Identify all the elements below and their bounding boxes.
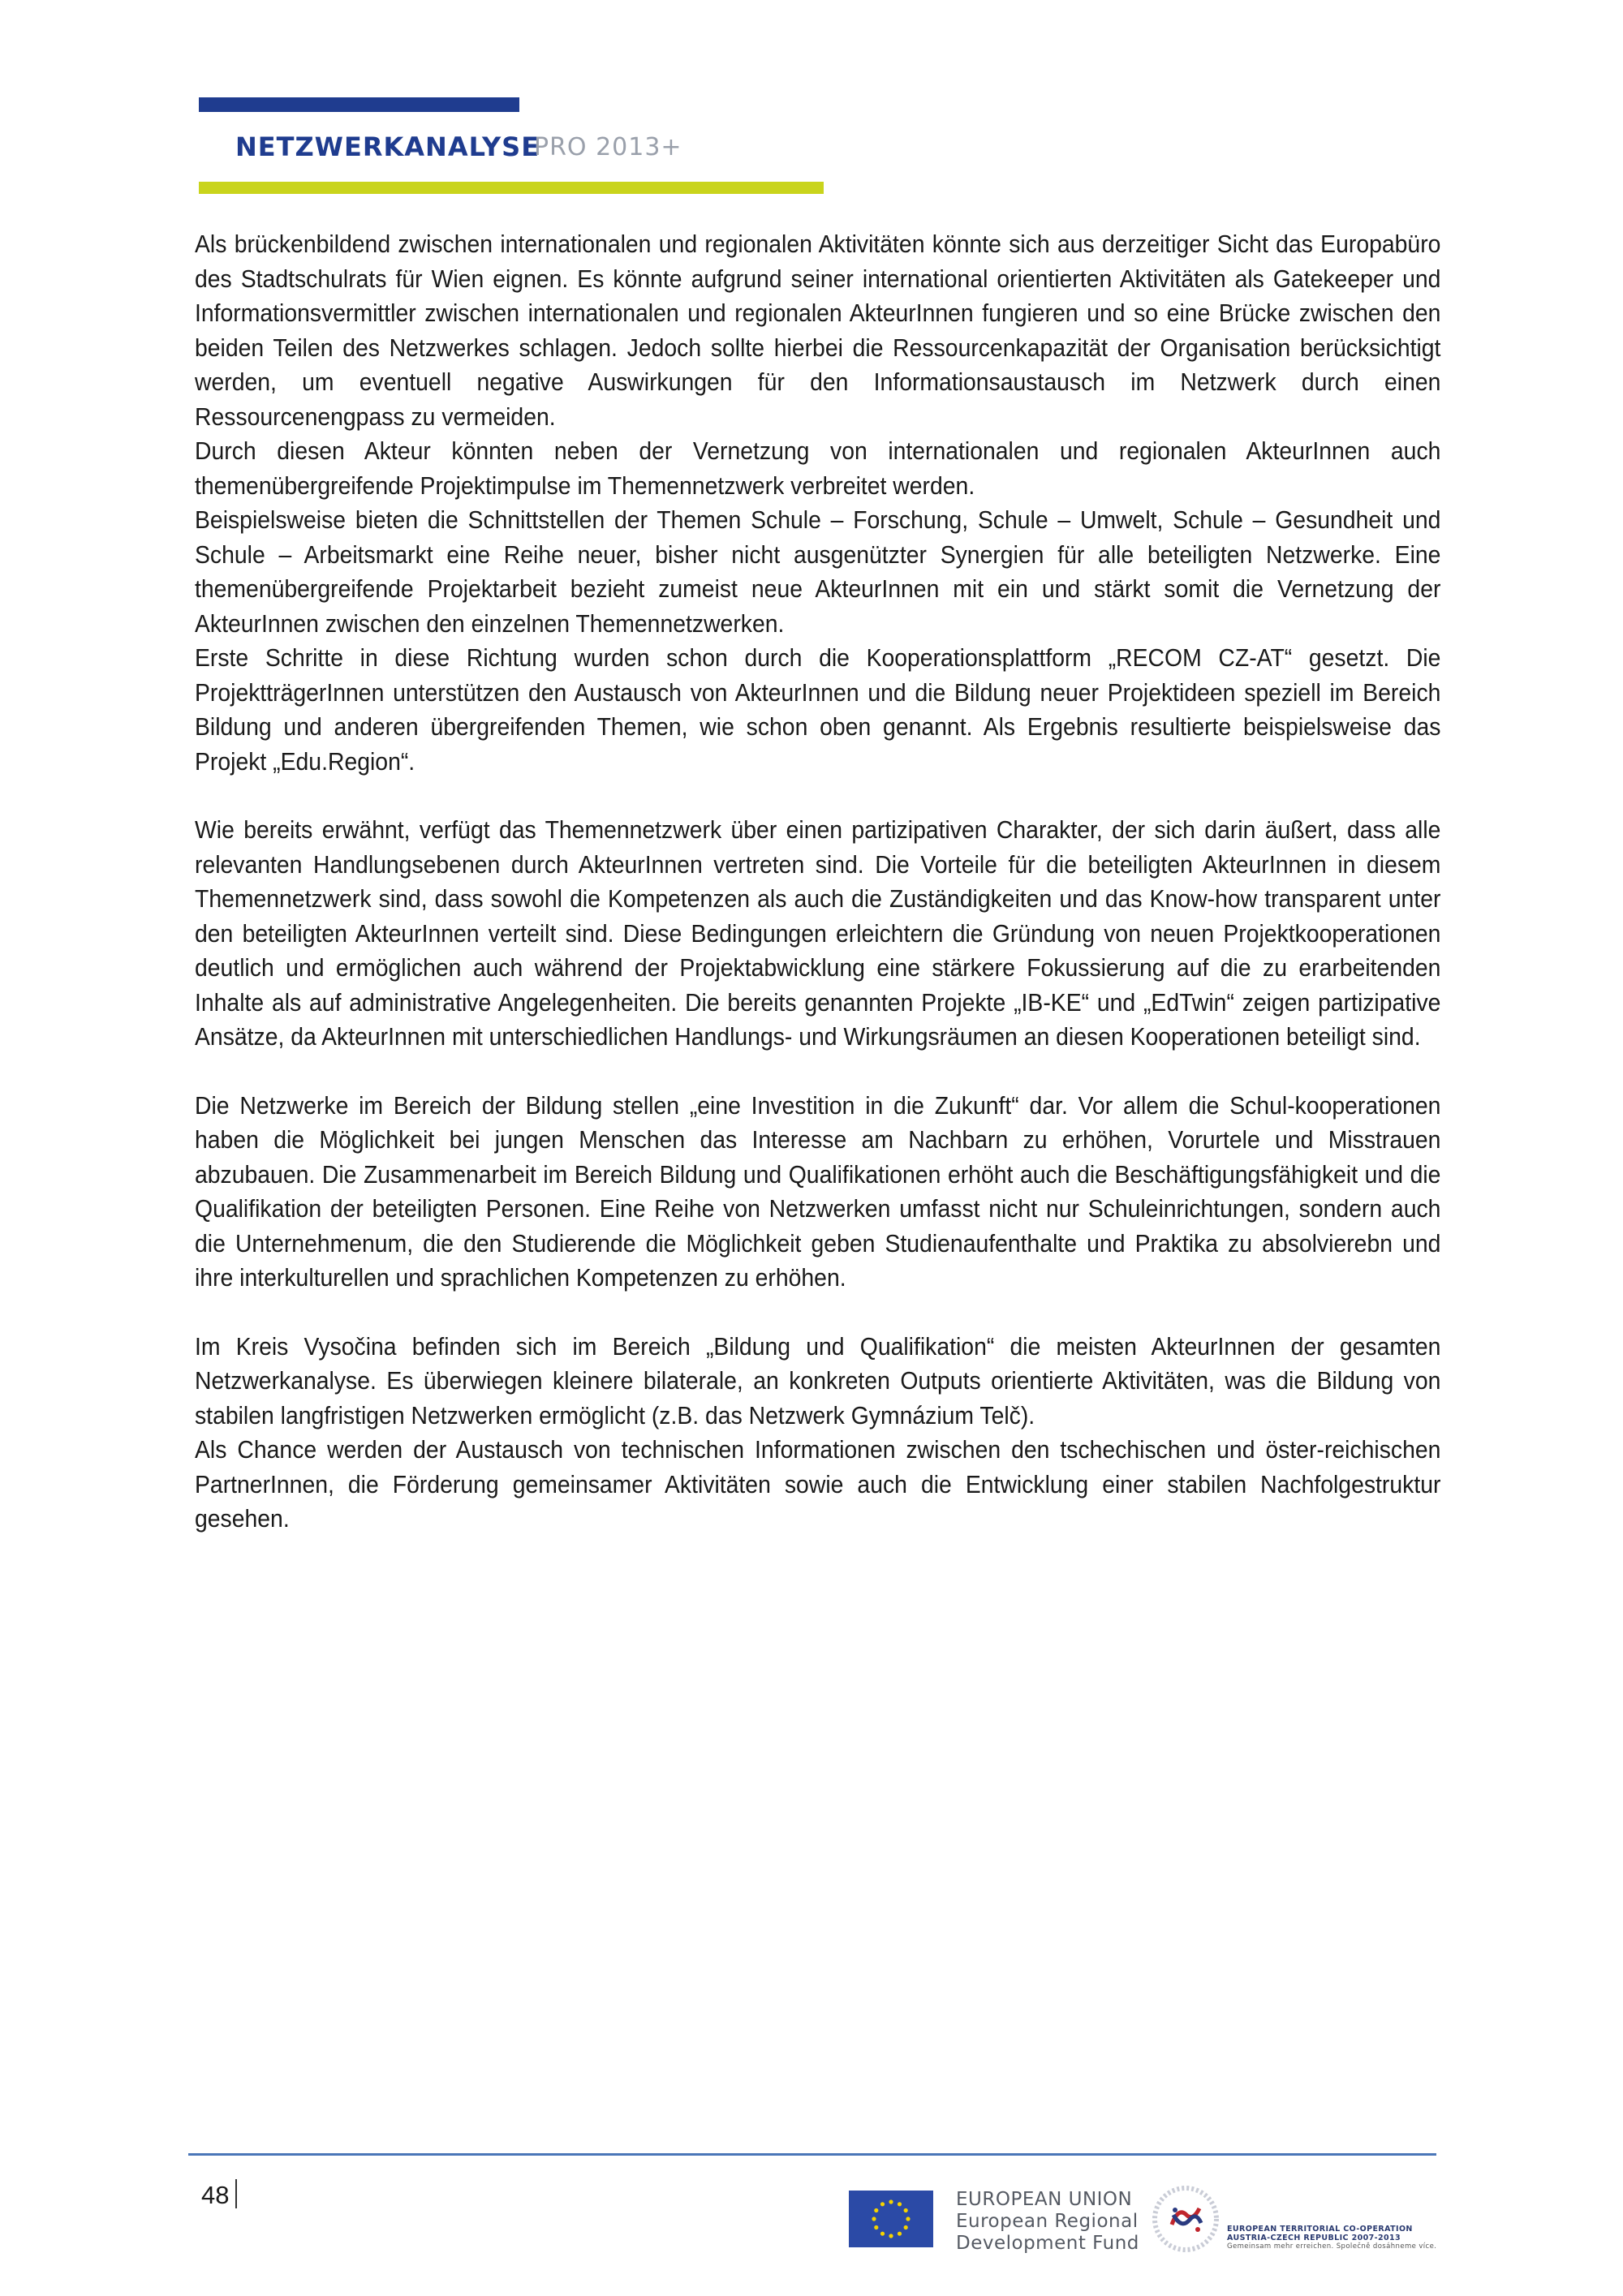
paragraph-4: Erste Schritte in diese Richtung wurden schon durch die Kooperationsplattform „RECOM CZ-AT“ gesetzt. Die ProjektträgerInnen unterstützen den Austausch von AkteurInnen und die Bildung neuer Projektideen speziell im Bereich Bildung und anderen übergreifenden Themen, wie schon oben genannt. Als Ergebnis resultierte beispielsweise das Projekt „Edu.Region“. [195,644,1441,776]
header-subtitle: PRO 2013+ [534,133,682,161]
eu-flag-icon [849,2191,933,2247]
paragraph-gap [195,1296,1440,1330]
header-blue-bar [199,97,519,112]
page-number: 48 [201,2181,230,2209]
paragraph-7: Im Kreis Vysočina befinden sich im Bereich „Bildung und Qualifikation“ die meisten AkteurInnen der gesamten Netzwerkanalyse. Es überwiegen kleinere bilaterale, an konkreten Outputs orientierte Aktivitäten, was die Bildung von stabilen langfristigen Netzwerken ermöglicht (z.B. das Netzwerk Gymnázium Telč). [195,1332,1441,1430]
paragraph-5: Wie bereits erwähnt, verfügt das Themennetzwerk über einen partizipativen Charakter, der sich darin äußert, dass alle relevanten Handlungsebenen durch AkteurInnen vertreten sind. Die Vorteile für die beteiligten AkteurInnen in diesem Themennetzwerk sind, dass sowohl die Kompetenzen als auch die Zuständigkeiten und das Know-how transparent unter den beteiligten AkteurInnen verteilt sind. Diese Bedingungen erleichtern die Gründung von neuen Projektkooperationen deutlich und ermöglichen auch während der Projektabwicklung eine stärkere Fokussierung auf die zu erarbeitenden Inhalte als auf administrative Angelegenheiten. Die bereits genannten Projekte „IB-KE“ und „EdTwin“ zeigen partizipative Ansätze, da AkteurInnen mit unterschiedlichen Handlungs- und Wirkungsräumen an diesen Kooperationen beteiligt sind. [195,816,1441,1051]
footer-divider [188,2153,1436,2156]
eu-line-2: European Regional [956,2211,1139,2232]
page-number-separator [235,2179,237,2208]
paragraph-6: Die Netzwerke im Bereich der Bildung stellen „eine Investition in die Zukunft“ dar. Vor allem die Schul-kooperationen haben die Möglichkeit bei jungen Menschen das Interesse am Nachbarn zu erhöhen, Vorurtele und Misstrauen abzubauen. Die Zusammenarbeit im Bereich Bildung und Qualifikationen erhöht auch die Beschäftigungsfähigkeit und die Qualifikation der beteiligten Personen. Eine Reihe von Netzwerken umfasst nicht nur Schuleinrichtungen, sondern auch die Unternehmenum, die den Studierende die Möglichkeit geben Studienaufenthalte und Praktika zu absolvierebn und ihre interkulturellen und sprachlichen Kompetenzen zu erhöhen. [195,1091,1441,1292]
paragraph-gap [195,1055,1440,1089]
main-text [195,227,1440,1537]
paragraph-8: Als Chance werden der Austausch von technischen Informationen zwischen den tschechischen und öster-reichischen PartnerInnen, die Förderung gemeinsamer Aktivitäten sowie auch die Entwicklung einer stabilen Nachfolgestruktur gesehen. [195,1436,1441,1533]
header-title: NETZWERKANALYSE [235,131,540,162]
paragraph-1: Als brückenbildend zwischen internationalen und regionalen Aktivitäten könnte sich aus derzeitiger Sicht das Europabüro des Stadtschulrats für Wien eignen. Es könnte aufgrund seiner international orientierten Aktivitäten als Gatekeeper und Informationsvermittler zwischen internationalen und regionalen AkteurInnen fungieren und so eine Brücke zwischen den beiden Teilen des Netzwerkes schlagen. Jedoch sollte hierbei die Ressourcenkapazität der Organisation berücksichtigt werden, um eventuell negative Auswirkungen für den Informationsaustausch im Netzwerk durch einen Ressourcenengpass zu vermeiden. [195,230,1441,431]
cooperation-label [1227,2225,1436,2251]
paragraph-3: Beispielsweise bieten die Schnittstellen der Themen Schule – Forschung, Schule – Umwelt, Schule – Gesundheit und Schule – Arbeitsmarkt eine Reihe neuer, bisher nicht ausgenützter Synergien für alle beteiligten Netzwerke. Eine themenübergreifende Projektarbeit bezieht zumeist neue AkteurInnen mit ein und stärkt somit die Vernetzung der AkteurInnen zwischen den einzelnen Themennetzwerken. [195,506,1441,638]
cooperation-logo-icon [1151,2182,1220,2255]
eu-line-1: EUROPEAN UNION [956,2189,1133,2210]
eu-fund-label [956,2189,1139,2255]
header-yellow-bar [199,182,824,194]
coop-line-2: AUSTRIA-CZECH REPUBLIC 2007-2013 [1227,2234,1401,2242]
paragraph-2: Durch diesen Akteur könnten neben der Vernetzung von internationalen und regionalen AkteurInnen auch themenübergreifende Projektimpulse im Themennetzwerk verbreitet werden. [195,437,1441,500]
coop-line-3: Gemeinsam mehr erreichen. Společně dosáhneme více. [1227,2242,1437,2251]
eu-line-3: Development Fund [956,2233,1139,2254]
paragraph-gap [195,779,1440,813]
coop-line-1: EUROPEAN TERRITORIAL CO-OPERATION [1227,2225,1413,2234]
